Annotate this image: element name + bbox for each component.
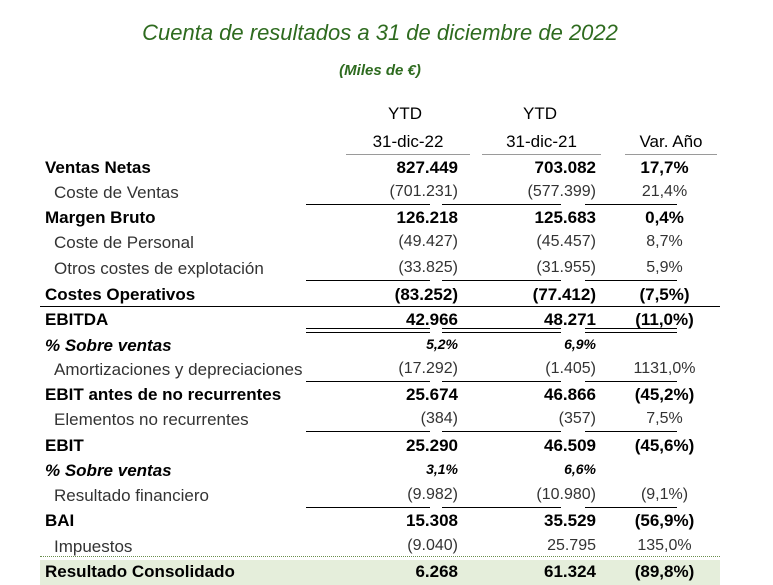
row-label: Ventas Netas (45, 158, 151, 177)
value-var: 21,4% (641, 183, 688, 200)
value-2022: (9.040) (407, 537, 458, 554)
value-2021: 48.271 (544, 310, 596, 329)
header-date-2021: 31-dic-21 (482, 132, 601, 155)
value-2021: (577.399) (527, 183, 596, 200)
value-2021: (77.412) (532, 285, 596, 304)
value-2022: (83.252) (394, 285, 458, 304)
value-2022: 25.290 (406, 436, 458, 455)
value-2021: 35.529 (544, 511, 596, 530)
value-2022: 6.268 (415, 562, 458, 581)
row-no-recurrentes (40, 407, 720, 432)
row-pct-ventas-2 (40, 458, 720, 483)
value-2022: (384) (420, 410, 458, 427)
value-2022: (33.825) (398, 259, 458, 276)
row-label: EBIT antes de no recurrentes (45, 385, 282, 404)
value-2021: (10.980) (536, 486, 596, 503)
value-var: 5,9% (646, 259, 683, 276)
row-resultado-consolidado (40, 559, 720, 584)
value-2022: (17.292) (398, 360, 458, 377)
value-var: (89,8%) (634, 562, 695, 581)
row-label: Otros costes de explotación (54, 259, 264, 278)
row-label: Impuestos (54, 537, 133, 556)
row-label: Margen Bruto (45, 208, 156, 227)
row-ebit-antes (40, 382, 720, 407)
value-2021: (357) (558, 410, 596, 427)
row-bai (40, 508, 720, 533)
value-var: 135,0% (637, 537, 692, 554)
value-var: (11,0%) (635, 310, 694, 329)
value-2022: (9.982) (407, 486, 458, 503)
value-2021: 61.324 (544, 562, 596, 581)
row-ventas-netas (40, 155, 720, 180)
value-2021: 46.866 (544, 385, 596, 404)
row-pct-ventas-1 (40, 333, 720, 358)
value-2022: 5,2% (426, 336, 458, 352)
value-2021: 6,6% (564, 461, 596, 477)
row-label: Coste de Ventas (54, 183, 179, 202)
row-label: Elementos no recurrentes (54, 410, 249, 429)
value-2021: 703.082 (534, 158, 596, 177)
report-title: Cuenta de resultados a 31 de diciembre de 2022 (142, 20, 618, 45)
value-2021: 125.683 (534, 208, 596, 227)
value-var: (56,9%) (634, 511, 695, 530)
row-label: % Sobre ventas (45, 336, 172, 355)
row-label: Amortizaciones y depreciaciones (54, 360, 303, 379)
value-var: 17,7% (640, 158, 689, 177)
value-2022: 25.674 (406, 385, 458, 404)
header-variation: Var. Año (625, 132, 717, 155)
row-resultado-financiero (40, 483, 720, 508)
value-var: (45,2%) (634, 385, 695, 404)
row-costes-operativos (40, 282, 720, 307)
underline (306, 431, 430, 432)
value-2022: 42.966 (406, 310, 458, 329)
row-otros-costes (40, 256, 720, 281)
value-2021: (1.405) (545, 360, 596, 377)
value-var: 1131,0% (633, 360, 696, 377)
value-var: (9,1%) (640, 486, 689, 503)
value-var: 8,7% (646, 233, 683, 250)
value-2021: 6,9% (564, 336, 596, 352)
row-label: % Sobre ventas (45, 461, 172, 480)
row-coste-ventas (40, 180, 720, 205)
value-var: (7,5%) (639, 285, 690, 304)
header-ytd-2022: YTD (388, 104, 422, 123)
value-2022: 126.218 (396, 208, 458, 227)
underline (585, 280, 677, 281)
row-label: Resultado financiero (54, 486, 209, 505)
row-label: Resultado Consolidado (45, 562, 235, 581)
value-2021: 46.509 (544, 436, 596, 455)
underline (306, 280, 430, 281)
row-ebit (40, 433, 720, 458)
row-label: Costes Operativos (45, 285, 196, 304)
value-2022: (49.427) (398, 233, 458, 250)
row-margen-bruto (40, 205, 720, 230)
underline (442, 280, 561, 281)
value-2021: (45.457) (536, 233, 596, 250)
value-2021: (31.955) (536, 259, 596, 276)
row-label: EBIT (45, 436, 84, 455)
value-2022: (701.231) (389, 183, 458, 200)
row-label: Coste de Personal (54, 233, 194, 252)
row-amortizaciones (40, 357, 720, 382)
value-var: 0,4% (645, 208, 684, 227)
row-coste-personal (40, 230, 720, 255)
report-subtitle: (Miles de €) (339, 62, 421, 79)
row-impuestos (40, 534, 720, 559)
value-2022: 15.308 (406, 511, 458, 530)
underline (442, 431, 561, 432)
row-label: EBITDA (45, 310, 109, 329)
value-2022: 3,1% (426, 461, 458, 477)
header-date-2022: 31-dic-22 (346, 132, 470, 155)
value-var: 7,5% (646, 410, 683, 427)
value-2022: 827.449 (396, 158, 458, 177)
row-label: BAI (45, 511, 75, 530)
header-ytd-2021: YTD (523, 104, 557, 123)
underline (585, 431, 677, 432)
value-2021: 25.795 (547, 537, 596, 554)
value-var: (45,6%) (634, 436, 695, 455)
